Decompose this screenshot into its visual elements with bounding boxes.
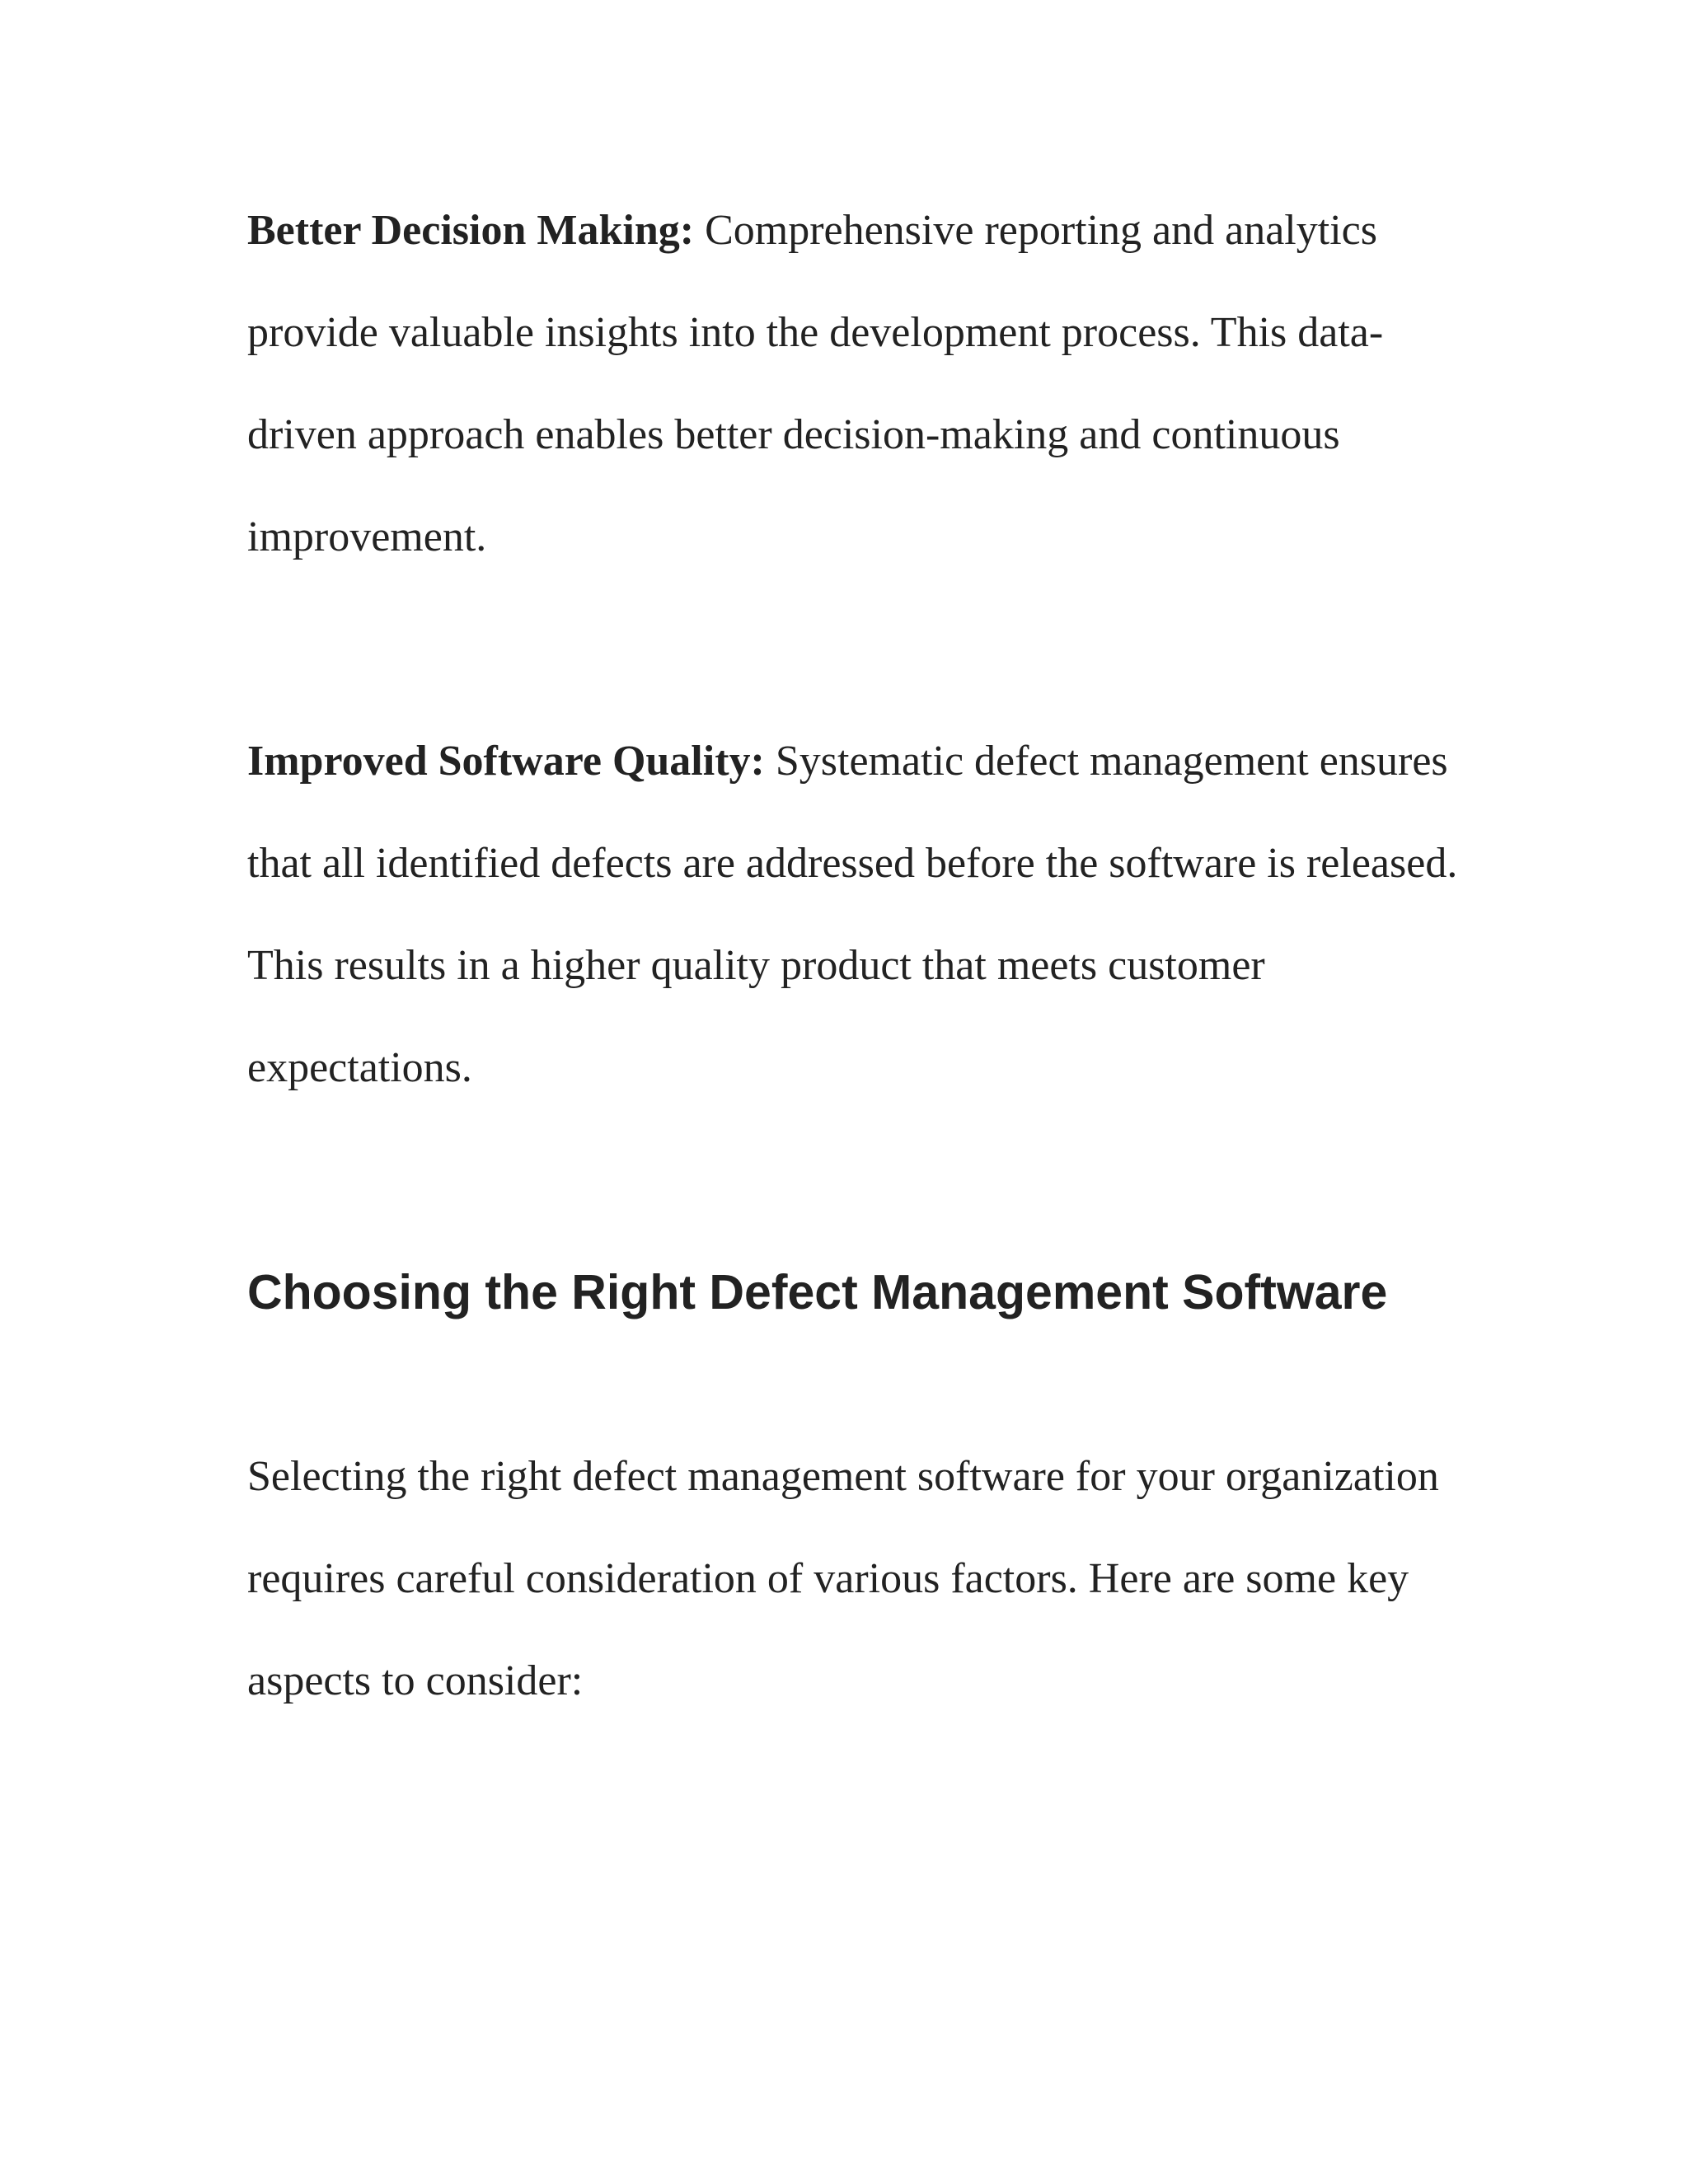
benefit-label: Improved Software Quality:	[247, 738, 765, 785]
paragraph-spacer	[247, 588, 1459, 710]
document-content	[247, 180, 1459, 1732]
section-body-paragraph: Selecting the right defect management software for your organization requires careful consideration of various factors. Here are some key aspects to consider:	[247, 1453, 1439, 1704]
benefit-text: Systematic defect management ensures that all identified defects are addressed before the software is released. This results in a higher quality product that meets customer expectations.	[247, 738, 1458, 1091]
section-heading: Choosing the Right Defect Management Software	[247, 1265, 1388, 1319]
benefit-label: Better Decision Making:	[247, 207, 695, 254]
benefit-paragraph-decision-making	[247, 180, 1459, 588]
benefit-paragraph-software-quality	[247, 710, 1459, 1119]
heading-spacer	[247, 1325, 1459, 1426]
benefit-text: Comprehensive reporting and analytics provide valuable insights into the development process. This data-driven approach enables better decision-making and continuous improvement.	[247, 207, 1384, 560]
section-spacer	[247, 1119, 1459, 1259]
